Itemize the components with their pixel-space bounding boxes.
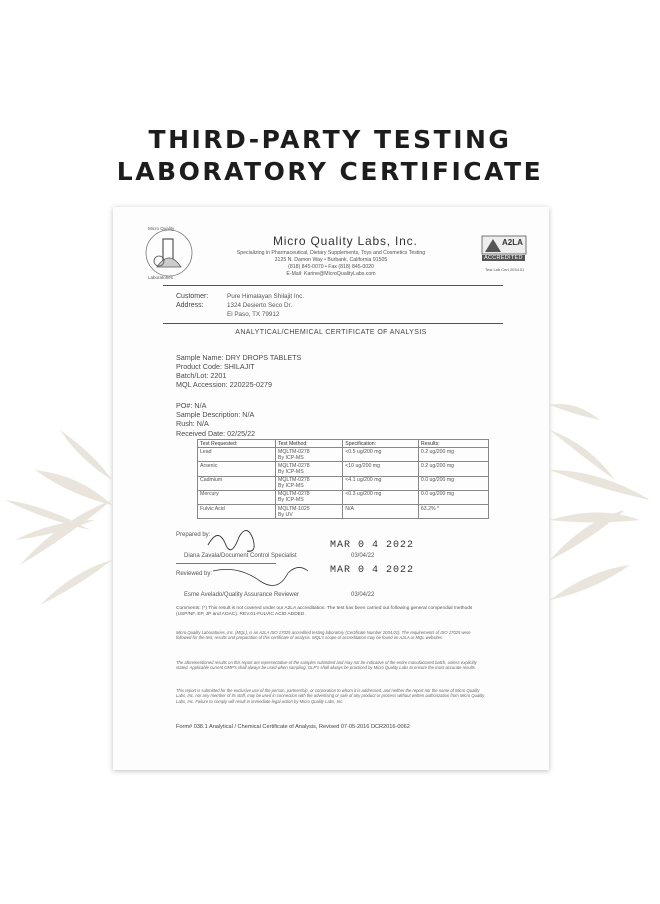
reviewed-by-name: Esme Avelado/Quality Assurance Reviewer <box>184 592 299 598</box>
logo-text-bottom: Laboratories <box>148 275 174 280</box>
header-result: Results: <box>418 440 488 448</box>
cell-test: Lead <box>198 448 276 462</box>
cell-result: 0.0 ug/200 mg <box>418 476 488 490</box>
method-code: MQLTM-0278 <box>278 491 310 498</box>
customer-value: Pure Himalayan Shilajit Inc. <box>227 293 304 300</box>
cell-spec: <0.5 ug/200 mg <box>343 448 419 462</box>
method-technique: By ICP-MS <box>278 497 304 504</box>
lab-email: E-Mail: Karine@MicroQualityLabs.com <box>286 271 376 277</box>
cell-method <box>276 462 343 476</box>
reviewed-by-label: Reviewed by: <box>176 571 213 577</box>
cell-spec: N/A <box>343 504 419 518</box>
table-row <box>198 462 489 476</box>
a2la-badge-text: A2LA <box>502 238 523 247</box>
accredited-label: ACCREDITED <box>484 255 523 261</box>
sample-description: Sample Description: N/A <box>176 410 255 419</box>
fine-print-accreditation: Micro Quality Laboratories, Inc. (MQL), is an A2LA ISO 17025 accredited testing laboratory (Certificate Number 2034.01). The requirements of ISO 17025 were followed for the test, results and preparation of this certificate of analysis. MQL's scope of accreditation may be found on A2LA or MQL websites. <box>176 630 471 641</box>
po-number: PO#: N/A <box>176 401 207 410</box>
page-title-line-1: THIRD-PARTY TESTING <box>148 125 512 154</box>
fine-print-results: The aforementioned results on this report are representative of the samples submitted and may not be indicative of the entire manufactured batch, unless explicitly stated. Applicable current GMP's shall always be used when sampling. GLP's shall always be practiced by Micro Quality Labs to ensure the most accurate results. <box>176 660 477 671</box>
cell-spec: <0.3 ug/200 mg <box>343 490 419 504</box>
prepared-by-label: Prepared by: <box>176 532 211 538</box>
method-code: MQLTM-0278 <box>278 448 310 455</box>
form-footer: Form# 038.1 Analytical / Chemical Certificate of Analysis, Revised 07-05-2016 DCR2016-0062 <box>176 724 410 730</box>
logo-text-top: Micro Quality <box>148 226 175 231</box>
lab-tagline: Specializing in Pharmaceutical, Dietary Supplements, Toys and Cosmetics Testing <box>236 250 426 256</box>
reviewed-date-stamp: MAR 0 4 2022 <box>330 565 415 576</box>
customer-divider <box>163 323 503 324</box>
cell-result: 63.2% * <box>418 504 488 518</box>
rush: Rush: N/A <box>176 419 209 428</box>
method-code: MQLTM-0278 <box>278 477 310 484</box>
method-technique: By ICP-MS <box>278 483 304 490</box>
method-technique: By ICP-MS <box>278 454 304 461</box>
letterhead-divider <box>163 285 503 286</box>
fine-print-usage: This report is submitted for the exclusive use of the person, partnership, or corporation to whom it is addressed, and neither the report nor the name of Micro Quality Labs, Inc. nor any member of its staff, may be used in connection with the advertising or sale of any product or process without written authorization from Micro Quality Labs, Inc. Failure to comply will result in immediate legal action by Micro Quality Labs, Inc. <box>176 688 485 704</box>
address-line-2: El Paso, TX 79912 <box>227 311 280 318</box>
accreditation-cert-number: Test Lab Cert 2034.01 <box>485 267 525 272</box>
page-title-line-2: LABORATORY CERTIFICATE <box>116 157 544 186</box>
table-row <box>198 490 489 504</box>
table-row <box>198 476 489 490</box>
batch-lot: Batch/Lot: 2201 <box>176 371 227 380</box>
cell-test: Arsenic <box>198 462 276 476</box>
certificate-document <box>113 207 549 770</box>
lab-phone-fax: (818) 845-0070 • Fax (818) 845-0020 <box>288 264 374 270</box>
lab-address: 3125 N. Damon Way • Burbank, California 91505 <box>274 257 388 263</box>
reviewed-date: 03/04/22 <box>351 592 375 598</box>
cell-method <box>276 490 343 504</box>
cell-method <box>276 448 343 462</box>
cell-method <box>276 504 343 518</box>
product-code: Product Code: SHILAJIT <box>176 362 255 371</box>
sample-name: Sample Name: DRY DROPS TABLETS <box>176 353 302 362</box>
customer-label: Customer: <box>176 293 209 300</box>
header-method: Test Method: <box>276 440 343 448</box>
prepared-by-name: Diana Zavala/Document Control Specialist <box>184 553 297 559</box>
cell-result: 0.2 ug/200 mg <box>418 448 488 462</box>
results-header-row <box>198 440 489 448</box>
method-code: MQLTM-1025 <box>278 505 310 512</box>
cell-result: 0.0 ug/200 mg <box>418 490 488 504</box>
comments: Comments: (*) This result is not covered under our A2LA accreditation. The test has been carried out following general compendial methods (USP/NF, EP, JP and AOAC). REV.01-FULVIC ACID ADDED. <box>176 606 473 617</box>
method-technique: By UV <box>278 511 293 518</box>
address-line-1: 1324 Desierto Seco Dr. <box>227 302 293 309</box>
table-row <box>198 448 489 462</box>
header-spec: Specification: <box>343 440 419 448</box>
right-leaf-branch <box>550 404 650 600</box>
reviewed-signature <box>208 563 313 595</box>
cell-test: Fulvic Acid <box>198 504 276 518</box>
received-date: Received Date: 02/25/22 <box>176 429 256 438</box>
method-code: MQLTM-0278 <box>278 462 310 469</box>
mql-accession: MQL Accession: 220225-0279 <box>176 380 273 389</box>
cell-spec: <10 ug/200 mg <box>343 462 419 476</box>
prepared-date: 03/04/22 <box>351 553 375 559</box>
prepared-date-stamp: MAR 0 4 2022 <box>330 540 415 551</box>
cell-test: Cadmium <box>198 476 276 490</box>
lab-name: Micro Quality Labs, Inc. <box>273 234 418 248</box>
header-test: Test Requested: <box>198 440 276 448</box>
results-table <box>197 439 489 519</box>
address-label: Address: <box>176 302 204 309</box>
cell-test: Mercury <box>198 490 276 504</box>
table-row <box>198 504 489 518</box>
cell-result: 0.2 ug/200 mg <box>418 462 488 476</box>
method-technique: By ICP-MS <box>278 468 304 475</box>
certificate-title: ANALYTICAL/CHEMICAL CERTIFICATE OF ANALYSIS <box>235 329 427 336</box>
cell-spec: <4.1 ug/200 mg <box>343 476 419 490</box>
left-leaf-branch <box>5 430 112 605</box>
cell-method <box>276 476 343 490</box>
